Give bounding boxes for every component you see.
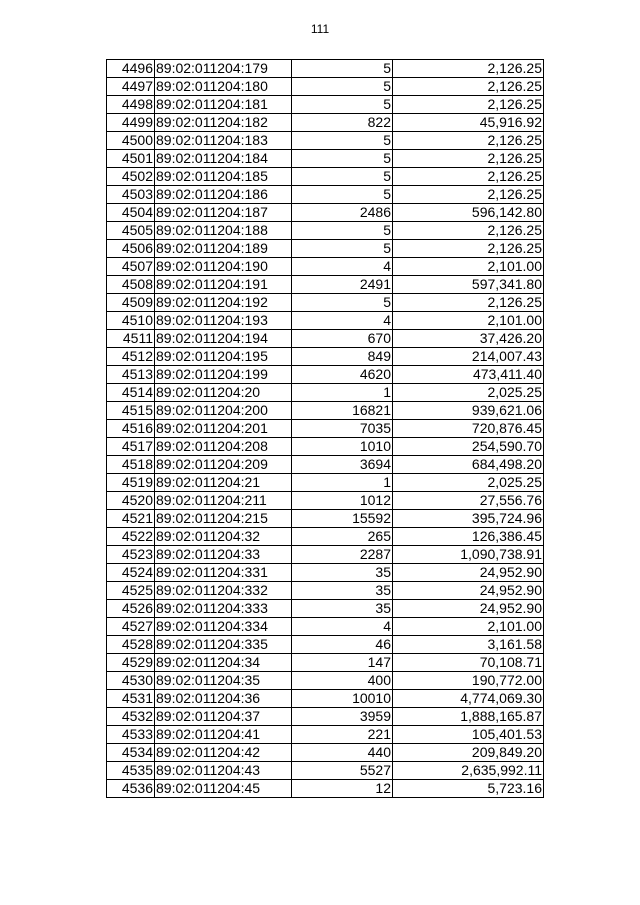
quantity-cell: 46 <box>292 636 393 654</box>
quantity-cell: 5 <box>292 132 393 150</box>
row-number-cell: 4497 <box>107 78 155 96</box>
amount-cell: 597,341.80 <box>393 276 544 294</box>
table-row <box>107 78 544 96</box>
amount-cell: 1,090,738.91 <box>393 546 544 564</box>
table-row <box>107 60 544 78</box>
quantity-cell: 35 <box>292 600 393 618</box>
amount-cell: 214,007.43 <box>393 348 544 366</box>
amount-cell: 2,126.25 <box>393 78 544 96</box>
quantity-cell: 265 <box>292 528 393 546</box>
cadastral-number-cell: 89:02:011204:208 <box>155 438 292 456</box>
row-number-cell: 4503 <box>107 186 155 204</box>
cadastral-number-cell: 89:02:011204:45 <box>155 780 292 798</box>
quantity-cell: 5 <box>292 168 393 186</box>
table-row <box>107 276 544 294</box>
amount-cell: 939,621.06 <box>393 402 544 420</box>
cadastral-number-cell: 89:02:011204:183 <box>155 132 292 150</box>
row-number-cell: 4532 <box>107 708 155 726</box>
amount-cell: 2,025.25 <box>393 384 544 402</box>
amount-cell: 2,126.25 <box>393 60 544 78</box>
table-row <box>107 492 544 510</box>
cadastral-number-cell: 89:02:011204:182 <box>155 114 292 132</box>
amount-cell: 126,386.45 <box>393 528 544 546</box>
page-number: 111 <box>310 22 330 36</box>
row-number-cell: 4501 <box>107 150 155 168</box>
amount-cell: 24,952.90 <box>393 600 544 618</box>
table-row <box>107 402 544 420</box>
row-number-cell: 4509 <box>107 294 155 312</box>
table-row <box>107 222 544 240</box>
row-number-cell: 4513 <box>107 366 155 384</box>
table-row <box>107 312 544 330</box>
quantity-cell: 12 <box>292 780 393 798</box>
table-row <box>107 636 544 654</box>
table-row <box>107 330 544 348</box>
amount-cell: 1,888,165.87 <box>393 708 544 726</box>
table-row <box>107 690 544 708</box>
table-row <box>107 510 544 528</box>
quantity-cell: 3959 <box>292 708 393 726</box>
row-number-cell: 4520 <box>107 492 155 510</box>
row-number-cell: 4525 <box>107 582 155 600</box>
cadastral-number-cell: 89:02:011204:211 <box>155 492 292 510</box>
row-number-cell: 4536 <box>107 780 155 798</box>
data-table <box>106 59 544 798</box>
row-number-cell: 4531 <box>107 690 155 708</box>
cadastral-number-cell: 89:02:011204:179 <box>155 60 292 78</box>
quantity-cell: 2287 <box>292 546 393 564</box>
row-number-cell: 4533 <box>107 726 155 744</box>
row-number-cell: 4515 <box>107 402 155 420</box>
row-number-cell: 4499 <box>107 114 155 132</box>
cadastral-number-cell: 89:02:011204:190 <box>155 258 292 276</box>
quantity-cell: 5 <box>292 78 393 96</box>
cadastral-number-cell: 89:02:011204:36 <box>155 690 292 708</box>
row-number-cell: 4507 <box>107 258 155 276</box>
row-number-cell: 4519 <box>107 474 155 492</box>
table-row <box>107 780 544 798</box>
cadastral-number-cell: 89:02:011204:34 <box>155 654 292 672</box>
quantity-cell: 5527 <box>292 762 393 780</box>
quantity-cell: 16821 <box>292 402 393 420</box>
amount-cell: 2,635,992.11 <box>393 762 544 780</box>
row-number-cell: 4496 <box>107 60 155 78</box>
amount-cell: 596,142.80 <box>393 204 544 222</box>
row-number-cell: 4521 <box>107 510 155 528</box>
cadastral-number-cell: 89:02:011204:42 <box>155 744 292 762</box>
amount-cell: 254,590.70 <box>393 438 544 456</box>
row-number-cell: 4510 <box>107 312 155 330</box>
cadastral-number-cell: 89:02:011204:215 <box>155 510 292 528</box>
quantity-cell: 4 <box>292 618 393 636</box>
row-number-cell: 4524 <box>107 564 155 582</box>
cadastral-number-cell: 89:02:011204:189 <box>155 240 292 258</box>
amount-cell: 2,126.25 <box>393 132 544 150</box>
table-row <box>107 168 544 186</box>
amount-cell: 395,724.96 <box>393 510 544 528</box>
amount-cell: 2,101.00 <box>393 312 544 330</box>
table-row <box>107 258 544 276</box>
quantity-cell: 5 <box>292 186 393 204</box>
quantity-cell: 3694 <box>292 456 393 474</box>
cadastral-number-cell: 89:02:011204:193 <box>155 312 292 330</box>
table-row <box>107 114 544 132</box>
table-row <box>107 132 544 150</box>
table-row <box>107 708 544 726</box>
cadastral-number-cell: 89:02:011204:37 <box>155 708 292 726</box>
table-row <box>107 546 544 564</box>
quantity-cell: 4 <box>292 258 393 276</box>
table-row <box>107 654 544 672</box>
cadastral-number-cell: 89:02:011204:21 <box>155 474 292 492</box>
cadastral-number-cell: 89:02:011204:35 <box>155 672 292 690</box>
cadastral-number-cell: 89:02:011204:41 <box>155 726 292 744</box>
amount-cell: 2,126.25 <box>393 186 544 204</box>
row-number-cell: 4526 <box>107 600 155 618</box>
quantity-cell: 7035 <box>292 420 393 438</box>
amount-cell: 684,498.20 <box>393 456 544 474</box>
quantity-cell: 400 <box>292 672 393 690</box>
table-row <box>107 438 544 456</box>
cadastral-number-cell: 89:02:011204:195 <box>155 348 292 366</box>
row-number-cell: 4523 <box>107 546 155 564</box>
cadastral-number-cell: 89:02:011204:43 <box>155 762 292 780</box>
table-row <box>107 186 544 204</box>
quantity-cell: 10010 <box>292 690 393 708</box>
row-number-cell: 4502 <box>107 168 155 186</box>
row-number-cell: 4512 <box>107 348 155 366</box>
table-row <box>107 240 544 258</box>
quantity-cell: 5 <box>292 60 393 78</box>
quantity-cell: 440 <box>292 744 393 762</box>
table-row <box>107 384 544 402</box>
table-row <box>107 204 544 222</box>
table-row <box>107 762 544 780</box>
quantity-cell: 4 <box>292 312 393 330</box>
amount-cell: 4,774,069.30 <box>393 690 544 708</box>
cadastral-number-cell: 89:02:011204:186 <box>155 186 292 204</box>
table-row <box>107 744 544 762</box>
cadastral-number-cell: 89:02:011204:209 <box>155 456 292 474</box>
quantity-cell: 35 <box>292 582 393 600</box>
row-number-cell: 4522 <box>107 528 155 546</box>
amount-cell: 105,401.53 <box>393 726 544 744</box>
cadastral-number-cell: 89:02:011204:33 <box>155 546 292 564</box>
quantity-cell: 1010 <box>292 438 393 456</box>
amount-cell: 190,772.00 <box>393 672 544 690</box>
quantity-cell: 5 <box>292 294 393 312</box>
table-row <box>107 366 544 384</box>
quantity-cell: 5 <box>292 222 393 240</box>
table-row <box>107 420 544 438</box>
cadastral-number-cell: 89:02:011204:32 <box>155 528 292 546</box>
row-number-cell: 4530 <box>107 672 155 690</box>
cadastral-number-cell: 89:02:011204:188 <box>155 222 292 240</box>
quantity-cell: 1 <box>292 384 393 402</box>
amount-cell: 45,916.92 <box>393 114 544 132</box>
table-row <box>107 618 544 636</box>
cadastral-number-cell: 89:02:011204:194 <box>155 330 292 348</box>
table-row <box>107 294 544 312</box>
quantity-cell: 5 <box>292 96 393 114</box>
cadastral-number-cell: 89:02:011204:185 <box>155 168 292 186</box>
cadastral-number-cell: 89:02:011204:191 <box>155 276 292 294</box>
amount-cell: 24,952.90 <box>393 564 544 582</box>
cadastral-number-cell: 89:02:011204:334 <box>155 618 292 636</box>
quantity-cell: 5 <box>292 150 393 168</box>
cadastral-number-cell: 89:02:011204:201 <box>155 420 292 438</box>
amount-cell: 2,126.25 <box>393 222 544 240</box>
quantity-cell: 15592 <box>292 510 393 528</box>
cadastral-number-cell: 89:02:011204:187 <box>155 204 292 222</box>
row-number-cell: 4498 <box>107 96 155 114</box>
row-number-cell: 4527 <box>107 618 155 636</box>
table-row <box>107 600 544 618</box>
amount-cell: 37,426.20 <box>393 330 544 348</box>
cadastral-number-cell: 89:02:011204:335 <box>155 636 292 654</box>
amount-cell: 27,556.76 <box>393 492 544 510</box>
quantity-cell: 221 <box>292 726 393 744</box>
amount-cell: 209,849.20 <box>393 744 544 762</box>
amount-cell: 24,952.90 <box>393 582 544 600</box>
table-row <box>107 528 544 546</box>
cadastral-number-cell: 89:02:011204:333 <box>155 600 292 618</box>
row-number-cell: 4516 <box>107 420 155 438</box>
quantity-cell: 1 <box>292 474 393 492</box>
cadastral-number-cell: 89:02:011204:192 <box>155 294 292 312</box>
table-row <box>107 474 544 492</box>
row-number-cell: 4514 <box>107 384 155 402</box>
table-row <box>107 672 544 690</box>
quantity-cell: 147 <box>292 654 393 672</box>
amount-cell: 3,161.58 <box>393 636 544 654</box>
quantity-cell: 35 <box>292 564 393 582</box>
amount-cell: 2,101.00 <box>393 258 544 276</box>
cadastral-number-cell: 89:02:011204:184 <box>155 150 292 168</box>
amount-cell: 70,108.71 <box>393 654 544 672</box>
row-number-cell: 4518 <box>107 456 155 474</box>
cadastral-number-cell: 89:02:011204:180 <box>155 78 292 96</box>
row-number-cell: 4508 <box>107 276 155 294</box>
quantity-cell: 670 <box>292 330 393 348</box>
table-row <box>107 582 544 600</box>
quantity-cell: 849 <box>292 348 393 366</box>
cadastral-number-cell: 89:02:011204:332 <box>155 582 292 600</box>
table-row <box>107 564 544 582</box>
table-row <box>107 726 544 744</box>
table-body <box>107 60 544 798</box>
amount-cell: 720,876.45 <box>393 420 544 438</box>
row-number-cell: 4529 <box>107 654 155 672</box>
quantity-cell: 822 <box>292 114 393 132</box>
amount-cell: 5,723.16 <box>393 780 544 798</box>
cadastral-number-cell: 89:02:011204:181 <box>155 96 292 114</box>
row-number-cell: 4506 <box>107 240 155 258</box>
amount-cell: 2,025.25 <box>393 474 544 492</box>
cadastral-number-cell: 89:02:011204:199 <box>155 366 292 384</box>
cadastral-number-cell: 89:02:011204:331 <box>155 564 292 582</box>
amount-cell: 2,126.25 <box>393 96 544 114</box>
table-row <box>107 456 544 474</box>
amount-cell: 2,126.25 <box>393 294 544 312</box>
amount-cell: 2,101.00 <box>393 618 544 636</box>
quantity-cell: 5 <box>292 240 393 258</box>
row-number-cell: 4500 <box>107 132 155 150</box>
cadastral-number-cell: 89:02:011204:200 <box>155 402 292 420</box>
row-number-cell: 4535 <box>107 762 155 780</box>
table-row <box>107 150 544 168</box>
row-number-cell: 4517 <box>107 438 155 456</box>
amount-cell: 2,126.25 <box>393 150 544 168</box>
table-row <box>107 96 544 114</box>
quantity-cell: 4620 <box>292 366 393 384</box>
row-number-cell: 4504 <box>107 204 155 222</box>
amount-cell: 2,126.25 <box>393 240 544 258</box>
quantity-cell: 2486 <box>292 204 393 222</box>
amount-cell: 473,411.40 <box>393 366 544 384</box>
amount-cell: 2,126.25 <box>393 168 544 186</box>
quantity-cell: 2491 <box>292 276 393 294</box>
quantity-cell: 1012 <box>292 492 393 510</box>
row-number-cell: 4534 <box>107 744 155 762</box>
row-number-cell: 4505 <box>107 222 155 240</box>
row-number-cell: 4511 <box>107 330 155 348</box>
cadastral-number-cell: 89:02:011204:20 <box>155 384 292 402</box>
row-number-cell: 4528 <box>107 636 155 654</box>
table-row <box>107 348 544 366</box>
